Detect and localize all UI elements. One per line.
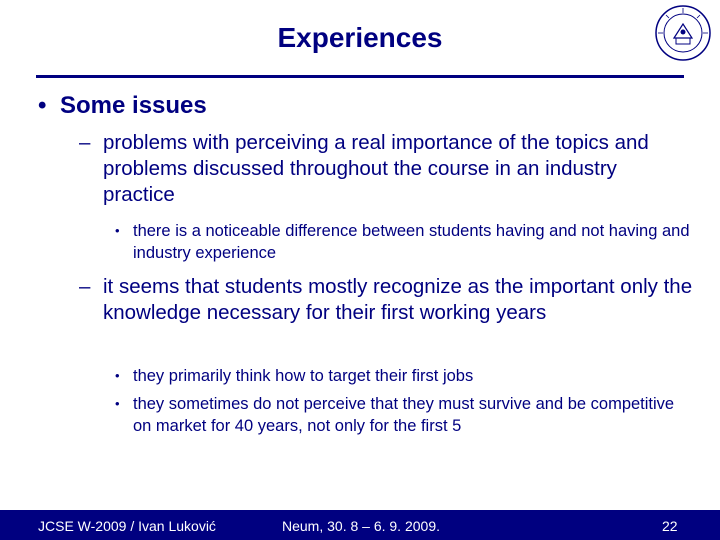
bullet-level2-item2: [79, 274, 693, 326]
footer-bar: [0, 510, 720, 540]
bullet-text: it seems that students mostly recognize as the important only the knowledge necessary for their first working years: [103, 275, 693, 324]
footer-event: Neum, 30. 8 – 6. 9. 2009.: [282, 518, 440, 534]
title-divider: [36, 75, 684, 78]
dash-marker: –: [79, 275, 91, 298]
bullet-text: they sometimes do not perceive that they must survive and be competitive on market for 40 years, not only for the first 5: [133, 395, 675, 435]
bullet-level1: [38, 92, 207, 120]
bullet-text: Some issues: [60, 92, 207, 119]
page-title: Experiences: [277, 22, 443, 53]
dash-marker: –: [79, 131, 91, 154]
bullet-text: problems with perceiving a real importance of the topics and problems discussed throughout the course in an industry practice: [103, 131, 649, 206]
dot-marker: •: [115, 368, 120, 383]
bullet-text: there is a noticeable difference between students having and not having and industry experience: [133, 222, 690, 262]
footer-page-number: 22: [662, 518, 678, 534]
university-seal-logo: [654, 4, 712, 62]
bullet-marker: •: [38, 92, 47, 119]
dot-marker: •: [115, 396, 120, 411]
bullet-level3-item2-sub1: [115, 365, 693, 387]
bullet-text: they primarily think how to target their first jobs: [133, 367, 474, 385]
dot-marker: •: [115, 223, 120, 238]
bullet-level3-item1-sub1: [115, 220, 693, 264]
bullet-level2-item1: [79, 130, 693, 208]
bullet-level3-item2-sub2: [115, 393, 693, 437]
footer-author: JCSE W-2009 / Ivan Luković: [38, 518, 216, 534]
